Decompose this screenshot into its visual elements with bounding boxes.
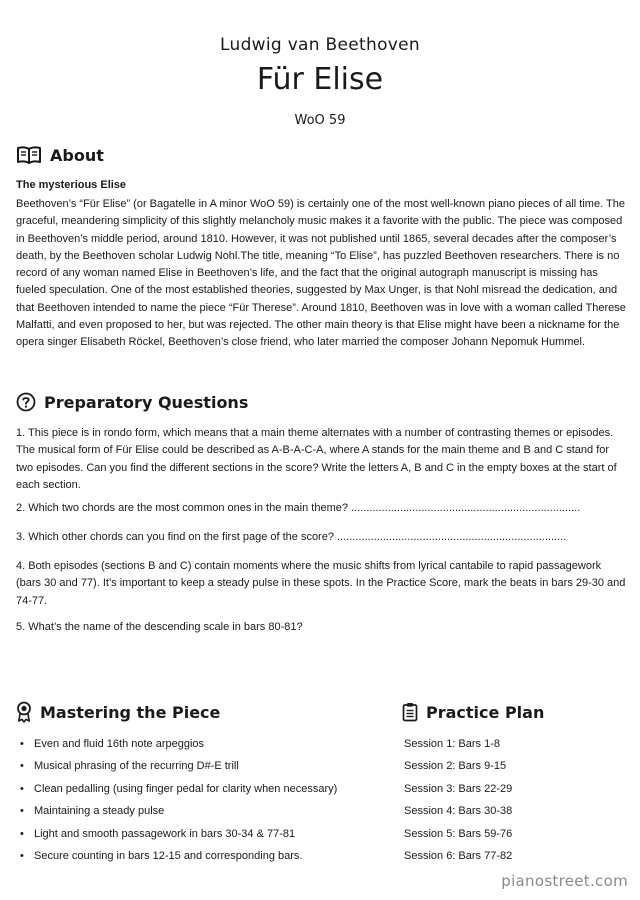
award-ribbon-icon [16, 701, 32, 723]
mastering-item: • Clean pedalling (using finger pedal for clarity when necessary) [20, 778, 337, 800]
plan-heading [402, 700, 544, 724]
plan-session: Session 3: Bars 22-29 [404, 782, 513, 795]
plan-session: Session 2: Bars 9-15 [404, 760, 507, 773]
question-2: 2. Which two chords are the most common ones in the main theme? ........................................................................... [16, 502, 581, 514]
plan-session: Session 4: Bars 30-38 [404, 805, 513, 818]
mastering-item: • Musical phrasing of the recurring D#-E trill [20, 755, 337, 777]
piece-title: Für Elise [256, 62, 384, 97]
plan-list [404, 733, 512, 867]
brand-footer: pianostreet.com [501, 872, 628, 890]
mastering-item: • Secure counting in bars 12-15 and corresponding bars. [20, 845, 337, 867]
mastering-item: • Light and smooth passagework in bars 30-34 & 77-81 [20, 823, 337, 845]
plan-session: Session 6: Bars 77-82 [404, 849, 513, 862]
mastering-list [20, 733, 337, 867]
question-circle-icon [16, 392, 36, 412]
clipboard-list-icon [402, 702, 418, 722]
question-3: 3. Which other chords can you find on the first page of the score? ........................................................................... [16, 531, 567, 543]
open-book-icon [16, 145, 42, 165]
mastering-item: • Maintaining a steady pulse [20, 800, 337, 822]
question-4: 4. Both episodes (sections B and C) contain moments where the music shifts from lyrical cantabile to rapid passagework (bars 30 and 77). It’s important to keep a steady pulse in these spots. In the Practice Score, mark the beats in bars 29-30 and 74-77. [16, 560, 626, 607]
about-subheading: The mysterious Elise [16, 179, 127, 191]
question-1: 1. This piece is in rondo form, which means that a main theme alternates with a number of contrasting themes or episodes. The musical form of Für Elise could be described as A-B-A-C-A, where A stands for the main theme and B and C stand for two episodes. Can you find the different sections in the score? Write the letters A, B and C in the empty boxes at the start of each section. [16, 427, 617, 491]
catalog-number: WoO 59 [294, 113, 346, 128]
questions-heading [16, 390, 248, 414]
about-heading-label: About [50, 145, 104, 165]
about-text: Beethoven’s “Für Elise” (or Bagatelle in A minor WoO 59) is certainly one of the most well-known piano pieces of all time. The graceful, meandering simplicity of this slightly melancholy music makes it a favorite with the public. The piece was composed in Beethoven’s middle period, around 1810. However, it was not published until 1865, several decades after the composer’s death, by the Beethoven scholar Ludwig Nohl.The title, meaning “To Elise”, has puzzled Beethoven researchers. There is no record of any woman named Elise in Beethoven’s life, and the fact that the original autograph manuscript is missing has fueled speculation. One of the most established theories, suggested by Max Unger, is that Nohl misread the dedication, and that Beethoven intended to name the piece “Für Therese”. Around 1810, Beethoven was in love with a woman called Therese Malfatti, and even proposed to her, but was rejected. The other main theory is that Elise might have been a nickname for the opera singer Elisabeth Röckel, Beethoven’s close friend, who later married the composer Johann Nepomuk Hummel. [16, 198, 626, 349]
question-5: 5. What’s the name of the descending scale in bars 80-81? [16, 621, 303, 633]
plan-session: Session 5: Bars 59-76 [404, 827, 513, 840]
plan-session: Session 1: Bars 1-8 [404, 738, 500, 750]
questions-heading-label: Preparatory Questions [44, 392, 249, 412]
about-heading [16, 143, 104, 167]
mastering-heading-label: Mastering the Piece [40, 702, 221, 722]
plan-heading-label: Practice Plan [426, 702, 545, 722]
composer-name: Ludwig van Beethoven [220, 35, 420, 55]
mastering-item: • Even and fluid 16th note arpeggios [20, 733, 337, 755]
mastering-heading [16, 700, 220, 724]
